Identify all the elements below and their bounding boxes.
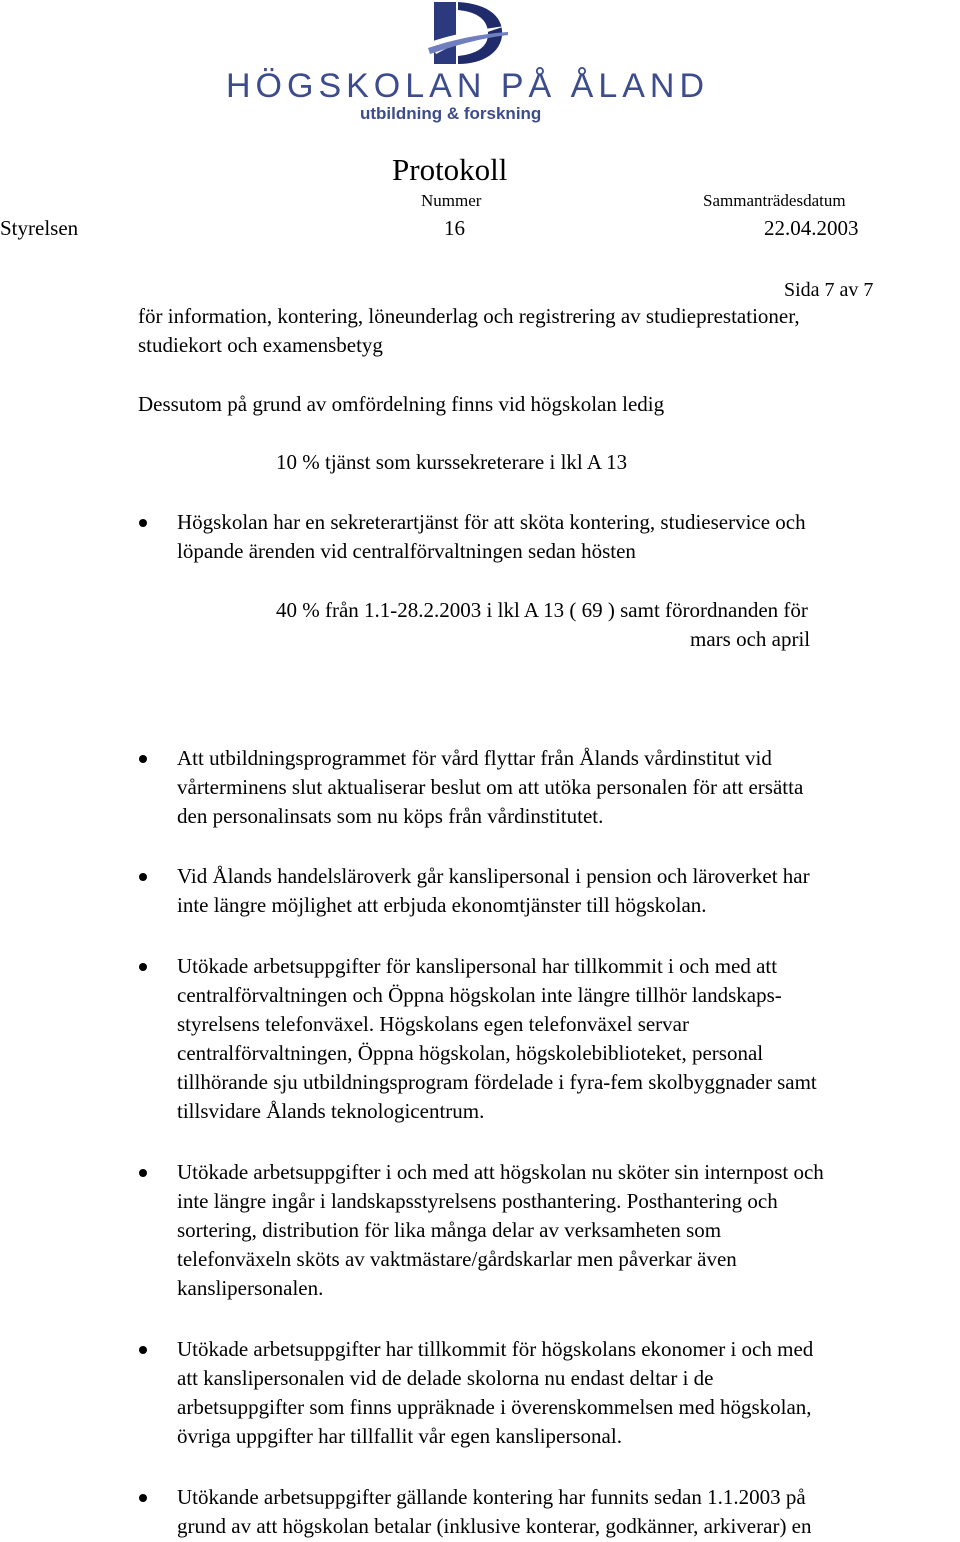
list-item-text: styrelsens telefonväxel. Högskolans egen telefonväxel servar bbox=[177, 1012, 689, 1036]
list-item-text: inte längre ingår i landskapsstyrelsens posthantering. Posthantering och bbox=[177, 1189, 778, 1213]
list-item-text: löpande ärenden vid centralförvaltningen sedan hösten bbox=[177, 539, 636, 563]
date-label: Sammanträdesdatum bbox=[703, 191, 846, 210]
list-item-text: centralförvaltningen och Öppna högskolan inte längre tillhör landskaps- bbox=[177, 983, 782, 1007]
page-number: Sida 7 av 7 bbox=[784, 279, 874, 301]
list-item-text: Utökade arbetsuppgifter för kanslipersonal har tillkommit i och med att bbox=[177, 954, 778, 978]
list-item-text: vårterminens slut aktualiserar beslut om att utöka personalen för att ersätta bbox=[177, 775, 804, 799]
bullet-icon bbox=[139, 873, 147, 881]
number-label: Nummer bbox=[421, 191, 482, 210]
paragraph-dessutom: Dessutom på grund av omfördelning finns vid högskolan ledig bbox=[138, 392, 665, 416]
bullet-icon bbox=[139, 1346, 147, 1354]
intro-line: studiekort och examensbetyg bbox=[138, 333, 383, 357]
list-item-text: kanslipersonalen. bbox=[177, 1276, 324, 1300]
list-item-text: grund av att högskolan betalar (inklusive konterar, godkänner, arkiverar) en bbox=[177, 1514, 812, 1538]
list-item-text: övriga uppgifter har tillfallit vår egen kanslipersonal. bbox=[177, 1424, 622, 1448]
list-item-text: Högskolan har en sekreterartjänst för att sköta kontering, studieservice och bbox=[177, 510, 806, 534]
bullet-icon bbox=[139, 1169, 147, 1177]
logo-name: HÖGSKOLAN PÅ ÅLAND bbox=[226, 67, 710, 105]
list-item-text: arbetsuppgifter som finns uppräknade i överenskommelsen med högskolan, bbox=[177, 1395, 812, 1419]
list-item-text: Att utbildningsprogrammet för vård flyttar från Ålands vårdinstitut vid bbox=[177, 746, 772, 770]
list-item-text: inte längre möjlighet att erbjuda ekonomtjänster till högskolan. bbox=[177, 893, 707, 917]
number-value: 16 bbox=[444, 216, 465, 240]
intro-line: för information, kontering, löneunderlag och registrering av studieprestationer, bbox=[138, 304, 800, 328]
position-line: 10 % tjänst som kurssekreterare i lkl A 13 bbox=[276, 450, 628, 474]
logo-tagline: utbildning & forskning bbox=[360, 104, 542, 123]
allocation-line: mars och april bbox=[690, 627, 811, 651]
list-item-text: Utökade arbetsuppgifter i och med att högskolan nu sköter sin internpost och bbox=[177, 1160, 824, 1184]
allocation-line: 40 % från 1.1-28.2.2003 i lkl A 13 ( 69 ) samt förordnanden för bbox=[276, 598, 808, 622]
bullet-icon bbox=[139, 963, 147, 971]
bullet-icon bbox=[139, 755, 147, 763]
list-item-text: tillhörande sju utbildningsprogram fördelade i fyra-fem skolbyggnader samt bbox=[177, 1070, 817, 1094]
list-item-text: Vid Ålands handelsläroverk går kanslipersonal i pension och läroverket har bbox=[177, 864, 810, 888]
list-item-text: Utökande arbetsuppgifter gällande kontering har funnits sedan 1.1.2003 på bbox=[177, 1485, 806, 1509]
list-item-text: tillsvidare Ålands teknologicentrum. bbox=[177, 1099, 485, 1123]
list-item-text: att kanslipersonalen vid de delade skolorna nu endast deltar i de bbox=[177, 1366, 714, 1390]
list-item-text: centralförvaltningen, Öppna högskolan, högskolebiblioteket, personal bbox=[177, 1041, 764, 1065]
list-item-text: telefonväxeln sköts av vaktmästare/gårdskarlar men påverkar även bbox=[177, 1247, 737, 1271]
department: Styrelsen bbox=[0, 216, 79, 240]
bullet-icon bbox=[139, 519, 147, 527]
list-item-text: sortering, distribution för lika många delar av verksamheten som bbox=[177, 1218, 722, 1242]
list-item-text: Utökade arbetsuppgifter har tillkommit för högskolans ekonomer i och med bbox=[177, 1337, 814, 1361]
date-value: 22.04.2003 bbox=[764, 216, 859, 240]
list-item-text: den personalinsats som nu köps från vårdinstitutet. bbox=[177, 804, 604, 828]
document-title: Protokoll bbox=[392, 152, 508, 187]
logo-mark-icon bbox=[428, 2, 508, 70]
bullet-icon bbox=[139, 1494, 147, 1502]
